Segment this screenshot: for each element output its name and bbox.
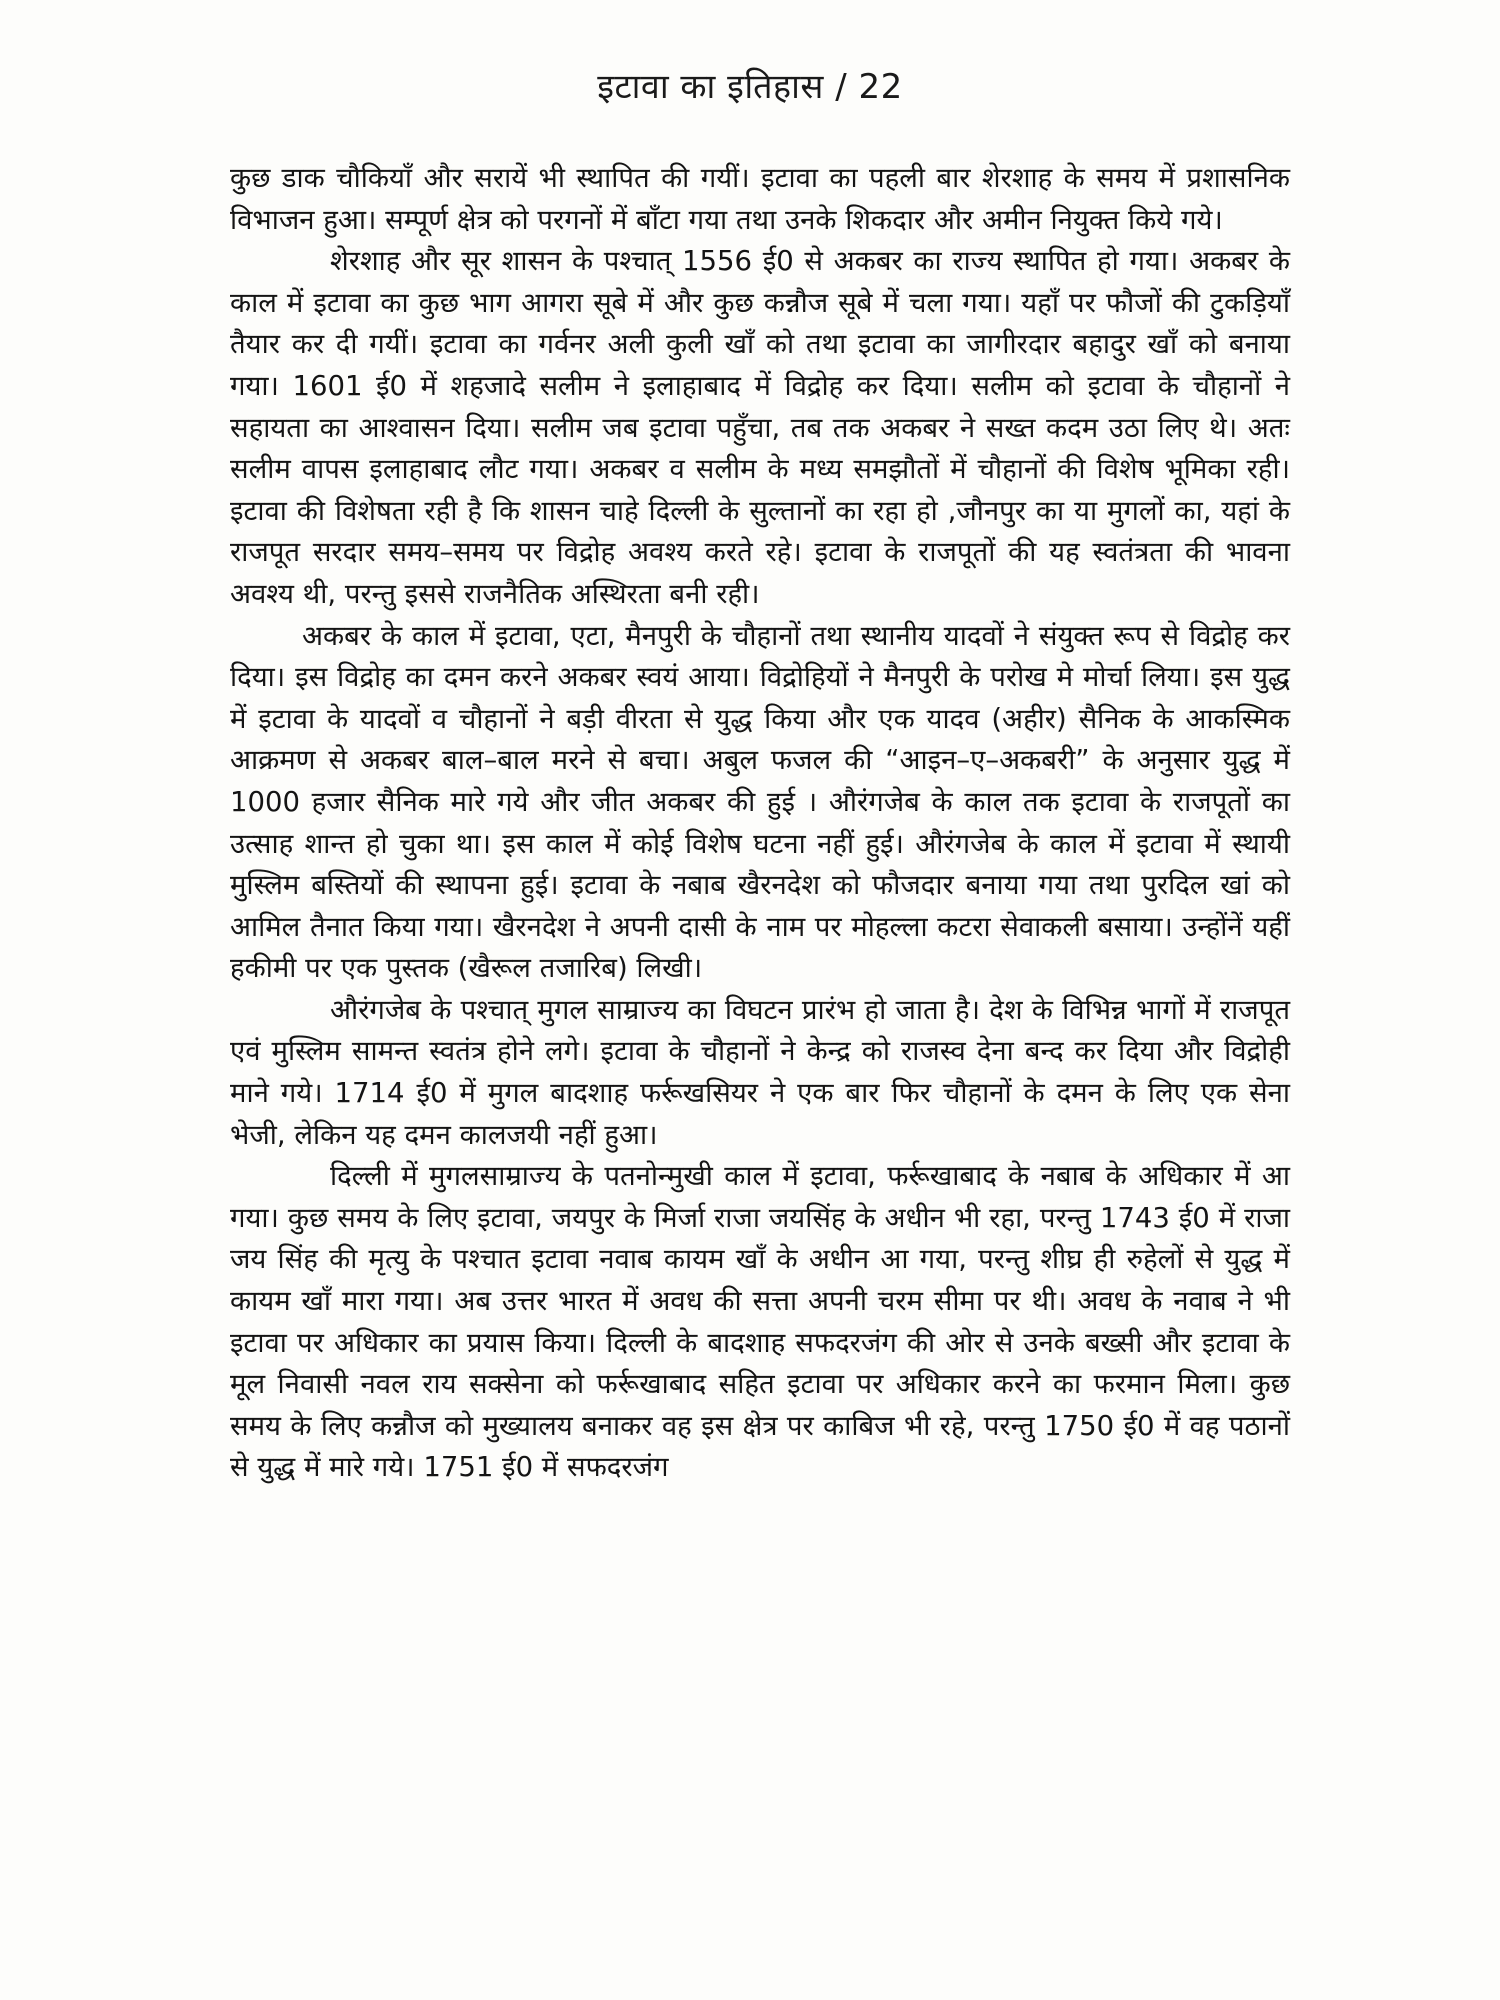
paragraph-3: अकबर के काल में इटावा, एटा, मैनपुरी के चौहानों तथा स्थानीय यादवों ने संयुक्त रूप से विद्रोह कर दिया। इस विद्रोह का दमन करने अकबर स्वयं आया। विद्रोहियों ने मैनपुरी के परोख मे मोर्चा लिया। इस युद्ध में इटावा के यादवों व चौहानों ने बड़ी वीरता से युद्ध किया और एक यादव (अहीर) सैनिक के आकस्मिक आक्रमण से अकबर बाल–बाल मरने से बचा। अबुल फजल की “आइन–ए–अकबरी” के अनुसार युद्ध में 1000 हजार सैनिक मारे गये और जीत अकबर की हुई । औरंगजेब के काल तक इटावा के राजपूतों का उत्साह शान्त हो चुका था। इस काल में कोई विशेष घटना नहीं हुई। औरंगजेब के काल में इटावा में स्थायी मुस्लिम बस्तियों की स्थापना हुई। इटावा के नबाब खैरनदेश को फौजदार बनाया गया तथा पुरदिल खां को आमिल तैनात किया गया। खैरनदेश ने अपनी दासी के नाम पर मोहल्ला कटरा सेवाकली बसाया। उन्होंनें यहीं हकीमी पर एक पुस्तक (खैरूल तजारिब) लिखी।	[230, 619, 1290, 985]
body-text	[230, 158, 1290, 1489]
paragraph-4: औरंगजेब के पश्चात् मुगल साम्राज्य का विघटन प्रारंभ हो जाता है। देश के विभिन्न भागों में राजपूत एवं मुस्लिम सामन्त स्वतंत्र होने लगे। इटावा के चौहानों ने केन्द्र को राजस्व देना बन्द कर दिया और विद्रोही माने गये। 1714 ई0 में मुगल बादशाह फर्रूखसियर ने एक बार फिर चौहानों के दमन के लिए एक सेना भेजी, लेकिन यह दमन कालजयी नहीं हुआ।	[230, 993, 1290, 1151]
paragraph-1: कुछ डाक चौकियाँ और सरायें भी स्थापित की गयीं। इटावा का पहली बार शेरशाह के समय में प्रशासनिक विभाजन हुआ। सम्पूर्ण क्षेत्र को परगनों में बाँटा गया तथा उनके शिकदार और अमीन नियुक्त किये गये।	[230, 162, 1290, 236]
paragraph-5: दिल्ली में मुगलसाम्राज्य के पतनोन्मुखी काल में इटावा, फर्रूखाबाद के नबाब के अधिकार में आ गया। कुछ समय के लिए इटावा, जयपुर के मिर्जा राजा जयसिंह के अधीन भी रहा, परन्तु 1743 ई0 में राजा जय सिंह की मृत्यु के पश्चात इटावा नवाब कायम खाँ के अधीन आ गया, परन्तु शीघ्र ही रुहेलों से युद्ध में कायम खाँ मारा गया। अब उत्तर भारत में अवध की सत्ता अपनी चरम सीमा पर थी। अवध के नवाब ने भी इटावा पर अधिकार का प्रयास किया। दिल्ली के बादशाह सफदरजंग की ओर से उनके बख्सी और इटावा के मूल निवासी नवल राय सक्सेना को फर्रूखाबाद सहित इटावा पर अधिकार करने का फरमान मिला। कुछ समय के लिए कन्नौज को मुख्यालय बनाकर वह इस क्षेत्र पर काबिज भी रहे, परन्तु 1750 ई0 में वह पठानों से युद्ध में मारे गये। 1751 ई0 में सफदरजंग	[230, 1160, 1290, 1484]
page-header: इटावा का इतिहास / 22	[597, 67, 903, 107]
paragraph-2: शेरशाह और सूर शासन के पश्चात् 1556 ई0 से अकबर का राज्य स्थापित हो गया। अकबर के काल में इटावा का कुछ भाग आगरा सूबे में और कुछ कन्नौज सूबे में चला गया। यहाँ पर फौजों की टुकड़ियाँ तैयार कर दी गयीं। इटावा का गर्वनर अली कुली खाँ को तथा इटावा का जागीरदार बहादुर खाँ को बनाया गया। 1601 ई0 में शहजादे सलीम ने इलाहाबाद में विद्रोह कर दिया। सलीम को इटावा के चौहानों ने सहायता का आश्वासन दिया। सलीम जब इटावा पहुँचा, तब तक अकबर ने सख्त कदम उठा लिए थे। अतः सलीम वापस इलाहाबाद लौट गया। अकबर व सलीम के मध्य समझौतों में चौहानों की विशेष भूमिका रही। इटावा की विशेषता रही है कि शासन चाहे दिल्ली के सुल्तानों का रहा हो ,जौनपुर का या मुगलों का, यहां के राजपूत सरदार समय–समय पर विद्रोह अवश्य करते रहे। इटावा के राजपूतों की यह स्वतंत्रता की भावना अवश्य थी, परन्तु इससे राजनैतिक अस्थिरता बनी रही।	[230, 245, 1290, 610]
